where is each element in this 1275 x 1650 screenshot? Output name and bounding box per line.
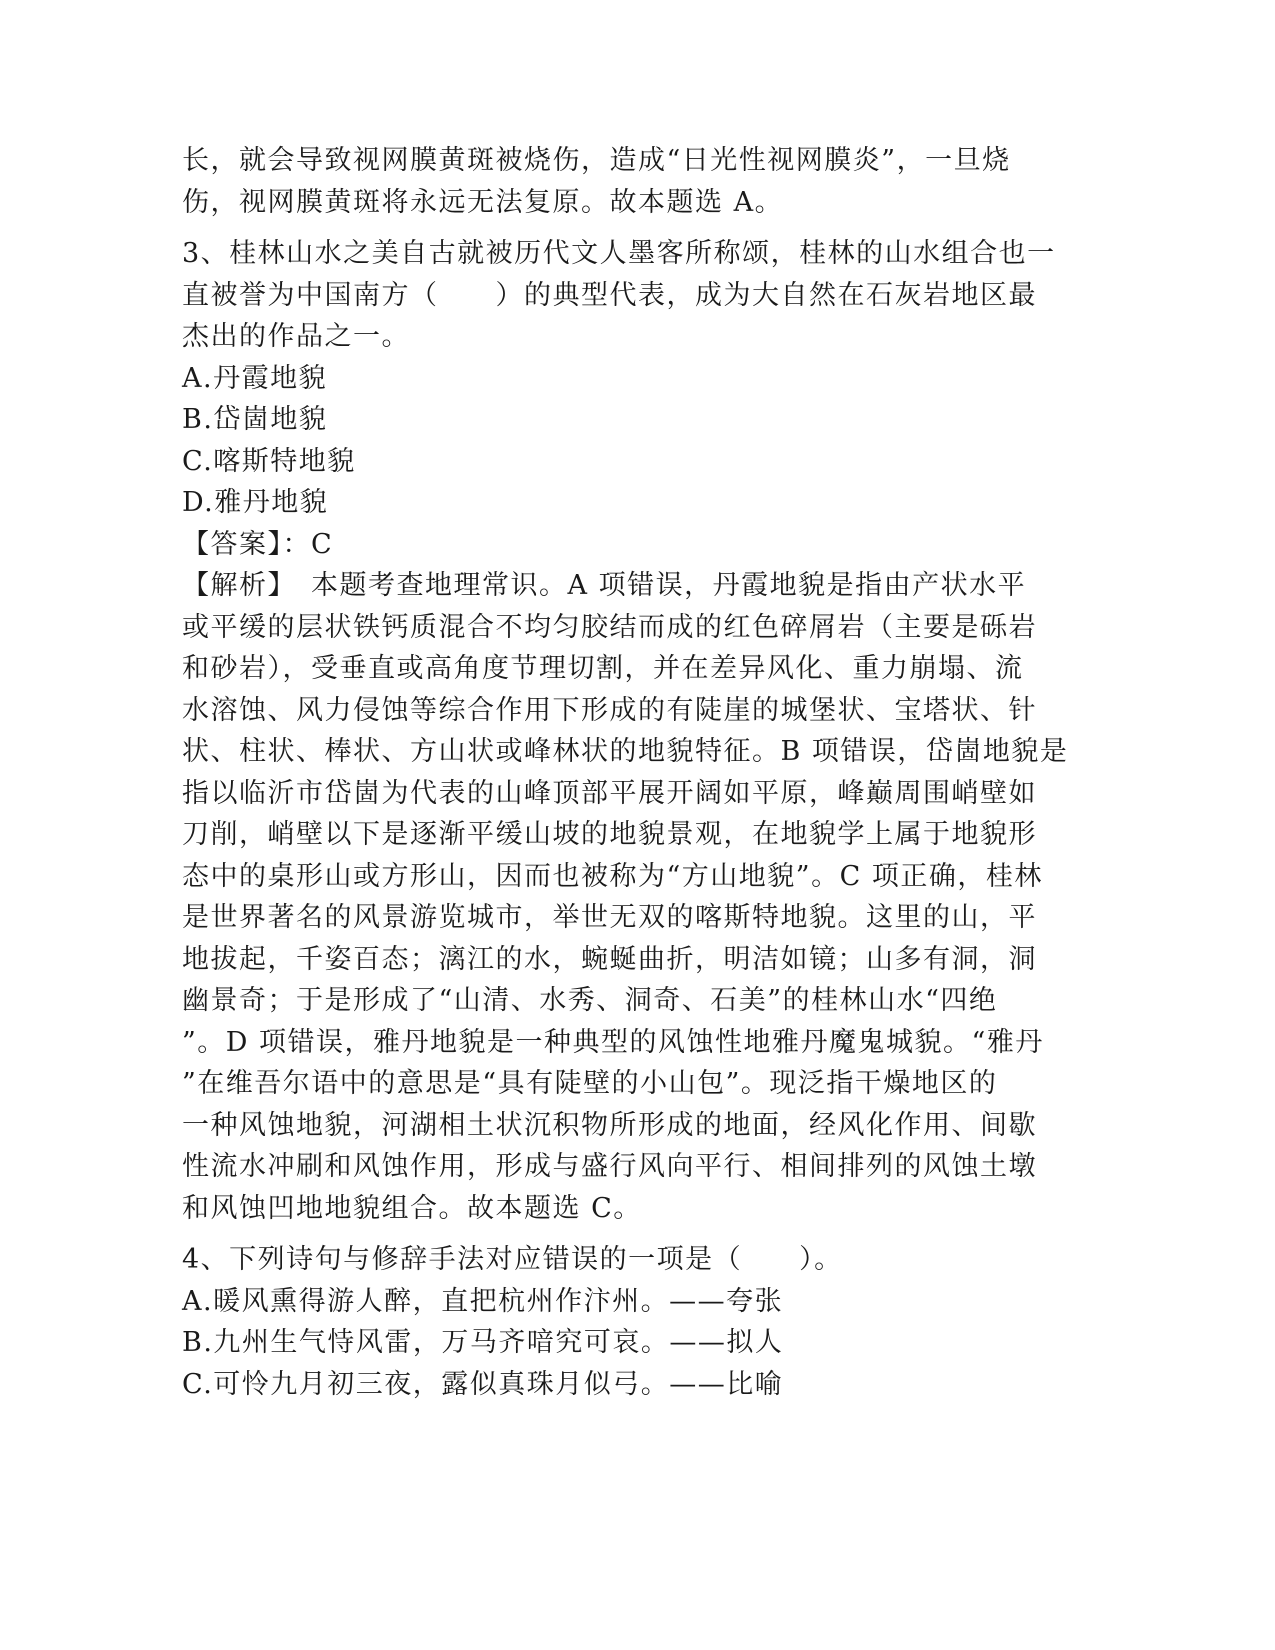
text-line: 刀削，峭壁以下是逐渐平缓山坡的地貌景观，在地貌学上属于地貌形: [182, 819, 1037, 850]
question-3-options: [182, 358, 1082, 524]
text-line: 水溶蚀、风力侵蚀等综合作用下形成的有陡崖的城堡状、宝塔状、针: [182, 694, 1037, 726]
text-line: 状、柱状、棒状、方山状或峰林状的地貌特征。B 项错误，岱崮地貌是: [182, 736, 1069, 767]
text-line: 性流水冲刷和风蚀作用，形成与盛行风向平行、相间排列的风蚀土墩: [182, 1151, 1037, 1182]
text-line: 指以临沂市岱崮为代表的山峰顶部平展开阔如平原，峰巅周围峭壁如: [182, 777, 1037, 809]
question-4-options: [182, 1281, 1082, 1406]
text-line: ”在维吾尔语中的意思是“具有陡壁的小山包”。现泛指干燥地区的: [182, 1068, 998, 1099]
question-4-stem: [182, 1239, 1082, 1281]
option-d: D.雅丹地貌: [182, 487, 329, 518]
text-line: 和砂岩），受垂直或高角度节理切割，并在差异风化、重力崩塌、流: [182, 653, 1024, 684]
previous-explanation-tail: [182, 140, 1082, 223]
text-line: 伤，视网膜黄斑将永远无法复原。故本题选 A。: [182, 186, 784, 218]
option-c: C.可怜九月初三夜，露似真珠月似弓。——比喻: [182, 1368, 784, 1400]
text-line: 和风蚀凹地地貌组合。故本题选 C。: [182, 1192, 642, 1224]
question-3-stem: [182, 233, 1082, 358]
text-line: 幽景奇；于是形成了“山清、水秀、洞奇、石美”的桂林山水“四绝: [182, 985, 998, 1016]
option-a: A.丹霞地貌: [182, 362, 328, 394]
text-line: 3、桂林山水之美自古就被历代文人墨客所称颂，桂林的山水组合也一: [182, 238, 1056, 269]
question-3: [182, 233, 1082, 1229]
answer-line: 【答案】：C: [182, 528, 334, 560]
text-line: 【解析】 本题考查地理常识。A 项错误，丹霞地貌是指由产状水平: [182, 570, 1027, 601]
text-line: 长，就会导致视网膜黄斑被烧伤，造成“日光性视网膜炎”，一旦烧: [182, 145, 1011, 176]
text-line: 是世界著名的风景游览城市，举世无双的喀斯特地貌。这里的山，平: [182, 902, 1037, 933]
text-line: ”。D 项错误，雅丹地貌是一种典型的风蚀性地雅丹魔鬼城貌。“雅丹: [182, 1026, 1044, 1058]
option-c: C.喀斯特地貌: [182, 445, 356, 477]
text-line: 或平缓的层状铁钙质混合不均匀胶结而成的红色碎屑岩（主要是砾岩: [182, 611, 1037, 643]
text-line: 一种风蚀地貌，河湖相土状沉积物所形成的地面，经风化作用、间歇: [182, 1109, 1037, 1141]
option-a: A.暖风熏得游人醉，直把杭州作汴州。——夸张: [182, 1285, 784, 1317]
question-4: [182, 1239, 1082, 1405]
question-3-explanation: [182, 565, 1082, 1229]
option-b: B.九州生气恃风雷，万马齐喑究可哀。——拟人: [182, 1327, 784, 1358]
text-line: 直被誉为中国南方（ ）的典型代表，成为大自然在石灰岩地区最: [182, 279, 1037, 311]
option-b: B.岱崮地貌: [182, 404, 328, 435]
text-line: 态中的桌形山或方形山，因而也被称为“方山地貌”。C 项正确，桂林: [182, 860, 1043, 892]
text-line: 地拔起，千姿百态；漓江的水，蜿蜒曲折，明洁如镜；山多有洞，洞: [182, 943, 1037, 975]
text-line: 杰出的作品之一。: [182, 321, 410, 352]
document-page: [182, 140, 1082, 1405]
text-line: 4、下列诗句与修辞手法对应错误的一项是（ ）。: [182, 1244, 843, 1275]
